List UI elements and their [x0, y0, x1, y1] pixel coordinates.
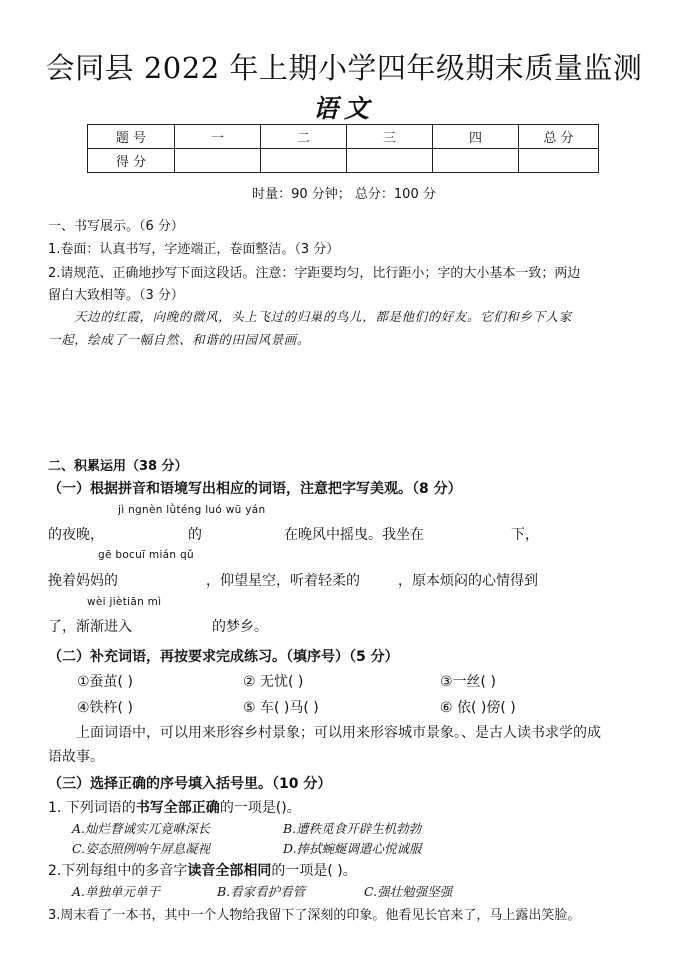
question-1 — [48, 797, 301, 817]
fill-line-2a: 挽着妈妈的 — [48, 573, 118, 589]
table-cell: 一 — [175, 125, 261, 149]
table-cell: 二 — [261, 125, 347, 149]
question-2-emphasis: 读音全部相同 — [187, 863, 272, 879]
subject-title: 语文 — [312, 94, 375, 123]
q2-option-a: A.单独单元单于 — [72, 884, 161, 899]
score-table-score-row — [88, 149, 599, 173]
table-cell: 题 号 — [88, 125, 175, 149]
table-cell: 总 分 — [519, 125, 599, 149]
part1-item2-line1: 2.请规范、正确地抄写下面这段话。注意：字距要均匀，比行距小；字的大小基本一致；两边 — [48, 266, 581, 281]
table-cell — [347, 149, 433, 173]
exam-title: 会同县 2022 年上期小学四年级期末质量监测 — [45, 51, 643, 85]
idiom-6: ⑥ 依( )傍( ) — [440, 700, 516, 716]
section-3-heading: （三）选择正确的序号填入括号里。（10 分） — [48, 776, 332, 792]
fill-line-2c: ，原本烦闷的心情得到 — [398, 573, 538, 589]
q1-option-b: B.遭秩觅食开辟生机勃勃 — [283, 821, 422, 836]
part2-heading: 二、积累运用（38 分） — [48, 459, 188, 474]
q2-option-b: B.看家看护看管 — [217, 884, 306, 899]
fill-line-3b: 的梦乡。 — [212, 619, 268, 635]
fill-line-2b: ，仰望星空，听着轻柔的 — [206, 573, 360, 589]
question-1-prefix: 1. 下列词语的 — [48, 800, 136, 816]
copy-passage-line1: 天边的红霞，向晚的微风，头上飞过的归巢的鸟儿，都是他们的好友。它们和乡下人家 — [74, 309, 572, 324]
section-1-heading: （一）根据拼音和语境写出相应的词语，注意把字写美观。（8 分） — [48, 481, 462, 497]
idiom-5: ⑤ 车( )马( ) — [243, 700, 319, 716]
pinyin-row-1: jì ngnèn lǜténg luó wū yán — [118, 504, 266, 516]
q1-option-a: A.灿烂瞀诚实兀竟咻深长 — [72, 821, 211, 836]
score-table-header-row — [88, 125, 599, 149]
question-1-emphasis: 书写全部正确 — [135, 800, 220, 816]
part1-item2-line2: 留白大致相等。（3 分） — [48, 288, 184, 303]
table-cell: 得 分 — [88, 149, 175, 173]
copy-passage-line2: 一起，绘成了一幅自然、和谐的田园风景画。 — [48, 332, 311, 347]
part1-heading: 一、书写展示。（6 分） — [48, 219, 184, 234]
idiom-3: ③一丝( ) — [440, 674, 496, 690]
q1-option-d: D.捧拭蜿蜒调遣心悦诚服 — [283, 841, 422, 856]
table-cell: 四 — [433, 125, 519, 149]
pinyin-row-3: wèi jiètiān mì — [87, 596, 162, 608]
q1-option-c: C.姿态照例响午屏息凝视 — [72, 841, 211, 856]
part1-item1: 1.卷面：认真书写，字迹端正，卷面整洁。（3 分） — [48, 242, 340, 257]
idiom-4: ④铁杵( ) — [77, 700, 133, 716]
table-cell: 三 — [347, 125, 433, 149]
table-cell — [519, 149, 599, 173]
score-table — [87, 124, 599, 173]
fill-line-1b: 的 — [188, 527, 202, 543]
idiom-1: ①蚕茧( ) — [77, 674, 133, 690]
pinyin-row-2: gē bocuī mián qǔ — [98, 549, 194, 561]
exam-meta: 时量：90 分钟； 总分：100 分 — [252, 187, 436, 202]
fill-line-1d: 下， — [511, 527, 539, 543]
question-2 — [48, 860, 357, 880]
q2-option-c: C.强壮勉强坚强 — [364, 884, 453, 899]
fill-line-1a: 的夜晚， — [48, 527, 104, 543]
fill-line-3a: 了，渐渐进入 — [48, 619, 132, 635]
question-2-prefix: 2.下列每组中的多音字 — [48, 863, 188, 879]
question-2-suffix: 的一项是( )。 — [271, 863, 357, 879]
table-cell — [433, 149, 519, 173]
idiom-2: ② 无忧( ) — [243, 674, 304, 690]
fill-line-1c: 在晚风中摇曳。我坐在 — [284, 527, 424, 543]
table-cell — [175, 149, 261, 173]
idiom-desc-line2: 语故事。 — [48, 749, 104, 765]
question-1-suffix: 的一项是()。 — [219, 800, 301, 816]
idiom-desc-line1: 上面词语中，可以用来形容乡村景象；可以用来形容城市景象。、是古人读书求学的成 — [76, 725, 601, 741]
section-2-heading: （二）补充词语，再按要求完成练习。（填序号）（5 分） — [48, 649, 399, 665]
question-3: 3.周末看了一本书，其中一个人物给我留下了深刻的印象。他看见长官来了，马上露出笑脸。 — [48, 908, 581, 923]
table-cell — [261, 149, 347, 173]
